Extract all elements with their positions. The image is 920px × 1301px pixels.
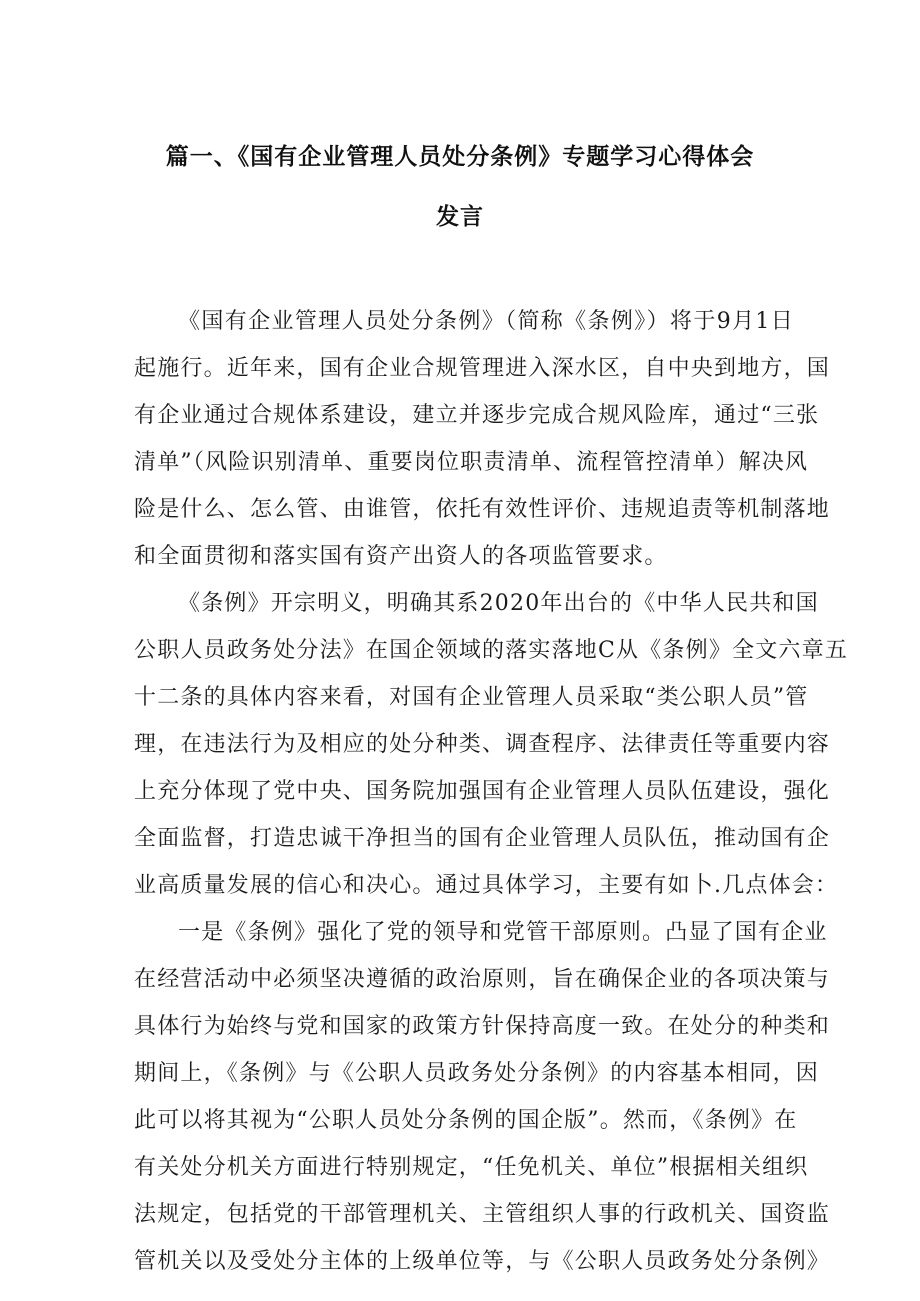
text-line: 一是《条例》强化了党的领导和党管干部原则。凸显了国有企业 xyxy=(178,920,828,945)
text-line: 具体行为始终与党和国家的政策方针保持高度一致。在处分的种类和 xyxy=(134,1014,831,1039)
text-line: 十二条的具体内容来看，对国有企业管理人员采取“类公职人员”管 xyxy=(134,685,809,710)
text-line: 有企业通过合规体系建设，建立并逐步完成合规风险库，通过“三张 xyxy=(134,403,820,428)
text-line: 法规定，包括党的干部管理机关、主管组织人事的行政机关、国资监 xyxy=(134,1202,831,1227)
text-line: 险是什么、怎么管、由谁管，依托有效性评价、违规追责等机制落地 xyxy=(134,497,831,522)
text-line: 《国有企业管理人员处分条例》（简称《条例》）将于9月1日 xyxy=(178,309,794,334)
text-line: 期间上，《条例》与《公职人员政务处分条例》的内容基本相同，因 xyxy=(134,1061,820,1086)
text-line: 公职人员政务处分法》在国企领域的落实落地C从《条例》全文六章五 xyxy=(134,638,849,663)
text-line: 有关处分机关方面进行特别规定，“任免机关、单位”根据相关组织 xyxy=(134,1155,809,1180)
text-line: 业高质量发展的信心和决心。通过具体学习，主要有如卜.几点体会： xyxy=(134,873,839,898)
text-line: 管机关以及受处分主体的上级单位等，与《公职人员政务处分条例》 xyxy=(134,1249,831,1274)
text-line: 和全面贯彻和落实国有资产出资人的各项监管要求。 xyxy=(134,544,668,569)
paragraph-intro xyxy=(134,298,831,580)
text-line: 全面监督，打造忠诚干净担当的国有企业管理人员队伍，推动国有企 xyxy=(134,826,831,851)
text-line: 此可以将其视为“公职人员处分条例的国企版”。然而，《条例》在 xyxy=(134,1108,798,1133)
text-line: 在经营活动中必须坚决遵循的政治原则，旨在确保企业的各项决策与 xyxy=(134,967,831,992)
paragraph-overview xyxy=(134,580,849,909)
document-title: 篇一、《国有企业管理人员处分条例》专题学习心得体会 xyxy=(165,144,755,170)
paragraph-point-one xyxy=(134,909,831,1285)
text-line: 起施行。近年来，国有企业合规管理进入深水区，自中央到地方，国 xyxy=(134,356,831,381)
text-line: 上充分体现了党中央、国务院加强国有企业管理人员队伍建设，强化 xyxy=(134,779,831,804)
text-line: 清单”（风险识别清单、重要岗位职责清单、流程管控清单）解决风 xyxy=(134,450,809,475)
document-title-continued: 发言 xyxy=(436,204,484,230)
text-line: 理，在违法行为及相应的处分种类、调查程序、法律责任等重要内容 xyxy=(134,732,831,757)
text-line: 《条例》开宗明义，明确其系2020年出台的《中华人民共和国 xyxy=(178,591,819,616)
document-body xyxy=(134,298,849,1285)
